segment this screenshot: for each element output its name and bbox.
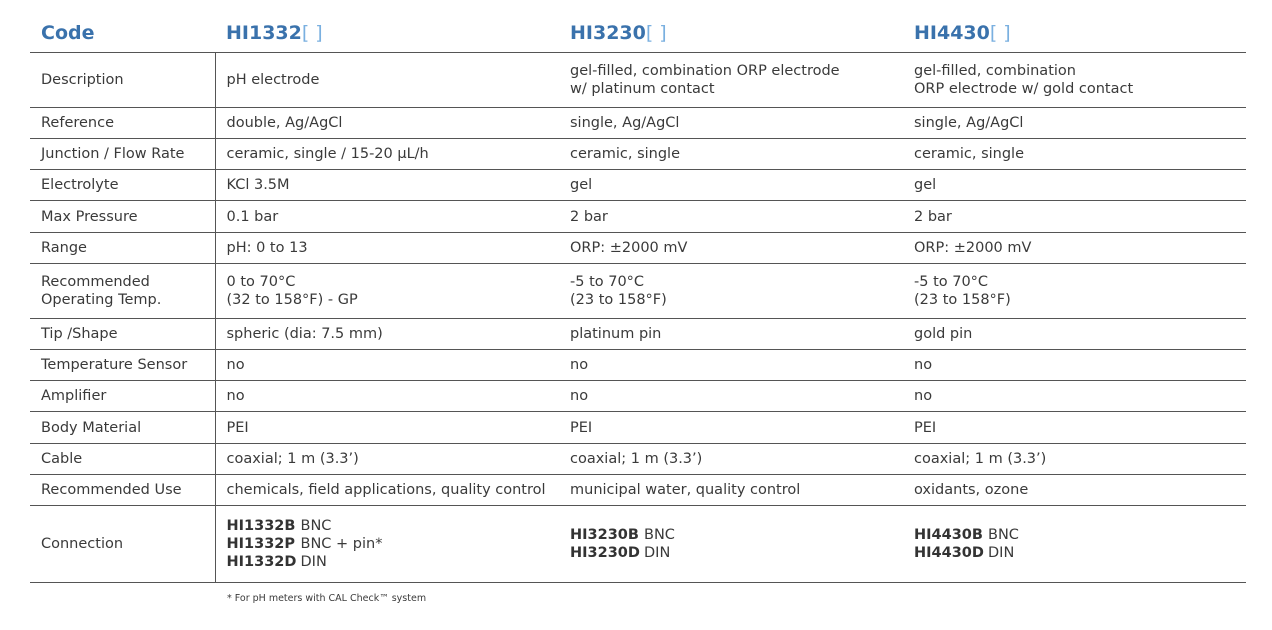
connection-code: HI1332D bbox=[226, 554, 297, 570]
connection-type: DIN bbox=[644, 545, 671, 561]
cell-value bbox=[215, 139, 559, 170]
cell-value bbox=[559, 319, 903, 350]
cell-value bbox=[903, 108, 1246, 139]
table-row-connection bbox=[30, 506, 1246, 583]
row-label bbox=[30, 381, 215, 412]
cell-value bbox=[215, 350, 559, 381]
row-label bbox=[30, 350, 215, 381]
cell-value-line: coaxial; 1 m (3.3’) bbox=[570, 451, 703, 467]
cell-value-line: w/ platinum contact bbox=[570, 81, 715, 97]
cell-value bbox=[903, 139, 1246, 170]
connection-cell bbox=[215, 506, 559, 583]
header-column-hi4430 bbox=[903, 14, 1246, 53]
cell-value-line: ORP: ±2000 mV bbox=[914, 240, 1032, 256]
cell-value bbox=[903, 475, 1246, 506]
cell-value-line: coaxial; 1 m (3.3’) bbox=[226, 451, 359, 467]
cell-value-line: oxidants, ozone bbox=[914, 482, 1029, 498]
spec-body bbox=[30, 53, 1246, 583]
cell-value bbox=[215, 412, 559, 444]
header-column-bracket: [ ] bbox=[645, 22, 667, 44]
row-label bbox=[30, 475, 215, 506]
connection-code: HI4430D bbox=[914, 545, 984, 561]
cell-value-line: single, Ag/AgCl bbox=[914, 115, 1024, 131]
table-row bbox=[30, 170, 1246, 201]
table-row bbox=[30, 53, 1246, 108]
header-column-bracket: [ ] bbox=[301, 22, 323, 44]
row-label bbox=[30, 201, 215, 233]
cell-value-line: chemicals, field applications, quality control bbox=[226, 482, 546, 498]
cell-value-line: gel-filled, combination bbox=[914, 63, 1076, 79]
cell-value-line: gel bbox=[570, 177, 593, 193]
table-row bbox=[30, 381, 1246, 412]
connection-option bbox=[570, 526, 903, 544]
header-column-code: HI3230 bbox=[570, 22, 646, 44]
cell-value bbox=[559, 139, 903, 170]
row-label bbox=[30, 319, 215, 350]
connection-option bbox=[227, 553, 560, 571]
cell-value-line: PEI bbox=[226, 419, 249, 436]
connection-cell bbox=[903, 506, 1246, 583]
cell-value-line: pH electrode bbox=[226, 72, 320, 88]
cell-value-line: double, Ag/AgCl bbox=[226, 115, 343, 131]
cell-value-line: ORP electrode w/ gold contact bbox=[914, 81, 1134, 97]
row-label-line: Range bbox=[41, 240, 87, 256]
cell-value bbox=[559, 412, 903, 444]
row-label-line: Cable bbox=[41, 451, 83, 467]
cell-value bbox=[903, 350, 1246, 381]
connection-option bbox=[570, 544, 903, 562]
cell-value-line: ORP: ±2000 mV bbox=[570, 240, 688, 256]
table-row bbox=[30, 319, 1246, 350]
cell-value-line: municipal water, quality control bbox=[570, 482, 801, 498]
row-label-line: Junction / Flow Rate bbox=[41, 146, 185, 162]
cell-value-line: ceramic, single bbox=[914, 146, 1025, 162]
cell-value-line: gel-filled, combination ORP electrode bbox=[570, 63, 840, 79]
cell-value-line: ceramic, single / 15-20 µL/h bbox=[226, 146, 429, 162]
cell-value bbox=[215, 201, 559, 233]
table-row bbox=[30, 350, 1246, 381]
cell-value-line: 2 bar bbox=[570, 208, 608, 225]
table-row bbox=[30, 108, 1246, 139]
connection-option bbox=[227, 517, 560, 535]
header-code-label: Code bbox=[30, 14, 215, 53]
cell-value bbox=[903, 412, 1246, 444]
connection-code: HI3230B bbox=[570, 527, 639, 543]
connection-type: BNC + pin* bbox=[300, 536, 383, 552]
cell-value bbox=[559, 201, 903, 233]
footnote: * For pH meters with CAL Check™ system bbox=[227, 593, 427, 604]
cell-value-line: no bbox=[226, 357, 245, 373]
connection-type: BNC bbox=[988, 527, 1019, 543]
cell-value-line: (32 to 158°F) - GP bbox=[226, 292, 358, 308]
cell-value bbox=[215, 381, 559, 412]
cell-value-line: spheric (dia: 7.5 mm) bbox=[226, 326, 383, 342]
cell-value bbox=[215, 319, 559, 350]
header-column-bracket: [ ] bbox=[989, 22, 1011, 44]
row-label bbox=[30, 139, 215, 170]
header-column-hi3230 bbox=[559, 14, 903, 53]
cell-value bbox=[903, 233, 1246, 264]
row-label bbox=[30, 170, 215, 201]
cell-value-line: PEI bbox=[570, 419, 593, 436]
connection-type: BNC bbox=[300, 518, 332, 534]
cell-value-line: (23 to 158°F) bbox=[914, 292, 1011, 308]
row-label-line: Tip /Shape bbox=[41, 326, 118, 342]
row-label bbox=[30, 53, 215, 108]
connection-code: HI1332B bbox=[226, 518, 296, 534]
cell-value bbox=[215, 170, 559, 201]
row-label-line: Recommended Use bbox=[41, 482, 182, 498]
cell-value-line: PEI bbox=[914, 419, 937, 436]
cell-value-line: no bbox=[914, 388, 933, 404]
cell-value bbox=[903, 53, 1246, 108]
cell-value-line: ceramic, single bbox=[570, 146, 681, 162]
row-label bbox=[30, 444, 215, 475]
cell-value-line: platinum pin bbox=[570, 326, 662, 342]
cell-value-line: pH: 0 to 13 bbox=[226, 240, 308, 256]
row-label-line: Recommended bbox=[41, 274, 150, 290]
cell-value bbox=[903, 381, 1246, 412]
cell-value-line: -5 to 70°C bbox=[570, 274, 645, 290]
cell-value bbox=[903, 444, 1246, 475]
table-row bbox=[30, 444, 1246, 475]
header-column-hi1332 bbox=[215, 14, 559, 53]
cell-value-line: gold pin bbox=[914, 326, 973, 342]
row-label bbox=[30, 264, 215, 319]
connection-option bbox=[914, 526, 1246, 544]
spec-table bbox=[30, 14, 1246, 583]
cell-value bbox=[559, 475, 903, 506]
row-label-line: Body Material bbox=[41, 419, 142, 436]
cell-value-line: no bbox=[914, 357, 933, 373]
cell-value-line: no bbox=[570, 357, 589, 373]
cell-value bbox=[559, 170, 903, 201]
table-row bbox=[30, 264, 1246, 319]
cell-value-line: -5 to 70°C bbox=[914, 274, 989, 290]
connection-code: HI3230D bbox=[570, 545, 640, 561]
row-label-line: Max Pressure bbox=[41, 208, 138, 225]
cell-value-line: KCl 3.5M bbox=[226, 177, 290, 193]
row-label bbox=[30, 233, 215, 264]
connection-option bbox=[914, 544, 1246, 562]
row-label-line: Amplifier bbox=[41, 388, 107, 404]
connection-cell bbox=[559, 506, 903, 583]
row-label-line: Operating Temp. bbox=[41, 292, 162, 308]
table-row bbox=[30, 139, 1246, 170]
cell-value bbox=[559, 444, 903, 475]
cell-value-line: no bbox=[570, 388, 589, 404]
cell-value bbox=[903, 319, 1246, 350]
cell-value-line: (23 to 158°F) bbox=[570, 292, 667, 308]
cell-value bbox=[215, 444, 559, 475]
connection-type: DIN bbox=[988, 545, 1015, 561]
header-column-code: HI1332 bbox=[226, 22, 302, 44]
row-label-line: Description bbox=[41, 72, 124, 88]
row-label-line: Reference bbox=[41, 115, 115, 131]
cell-value bbox=[903, 201, 1246, 233]
cell-value-line: coaxial; 1 m (3.3’) bbox=[914, 451, 1047, 467]
cell-value bbox=[215, 53, 559, 108]
connection-code: HI1332P bbox=[226, 536, 296, 552]
cell-value bbox=[559, 350, 903, 381]
table-row bbox=[30, 475, 1246, 506]
cell-value-line: no bbox=[226, 388, 245, 404]
cell-value-line: 0 to 70°C bbox=[226, 274, 296, 290]
row-label: Connection bbox=[30, 506, 215, 583]
row-label-line: Electrolyte bbox=[41, 177, 119, 193]
cell-value-line: gel bbox=[914, 177, 937, 193]
cell-value bbox=[903, 170, 1246, 201]
table-row bbox=[30, 233, 1246, 264]
table-row bbox=[30, 201, 1246, 233]
cell-value bbox=[559, 233, 903, 264]
cell-value bbox=[559, 108, 903, 139]
cell-value bbox=[215, 233, 559, 264]
cell-value bbox=[559, 53, 903, 108]
table-row bbox=[30, 412, 1246, 444]
connection-type: DIN bbox=[300, 554, 327, 570]
connection-type: BNC bbox=[644, 527, 675, 543]
cell-value bbox=[559, 381, 903, 412]
connection-code: HI4430B bbox=[914, 527, 983, 543]
cell-value-line: 0.1 bar bbox=[226, 208, 279, 225]
header-row bbox=[30, 14, 1246, 53]
cell-value-line: single, Ag/AgCl bbox=[570, 115, 680, 131]
row-label bbox=[30, 412, 215, 444]
connection-option bbox=[227, 535, 560, 553]
cell-value bbox=[559, 264, 903, 319]
cell-value bbox=[215, 108, 559, 139]
row-label-line: Temperature Sensor bbox=[41, 357, 188, 373]
cell-value bbox=[215, 475, 559, 506]
cell-value bbox=[903, 264, 1246, 319]
cell-value-line: 2 bar bbox=[914, 208, 952, 225]
row-label bbox=[30, 108, 215, 139]
header-column-code: HI4430 bbox=[914, 22, 990, 44]
cell-value bbox=[215, 264, 559, 319]
